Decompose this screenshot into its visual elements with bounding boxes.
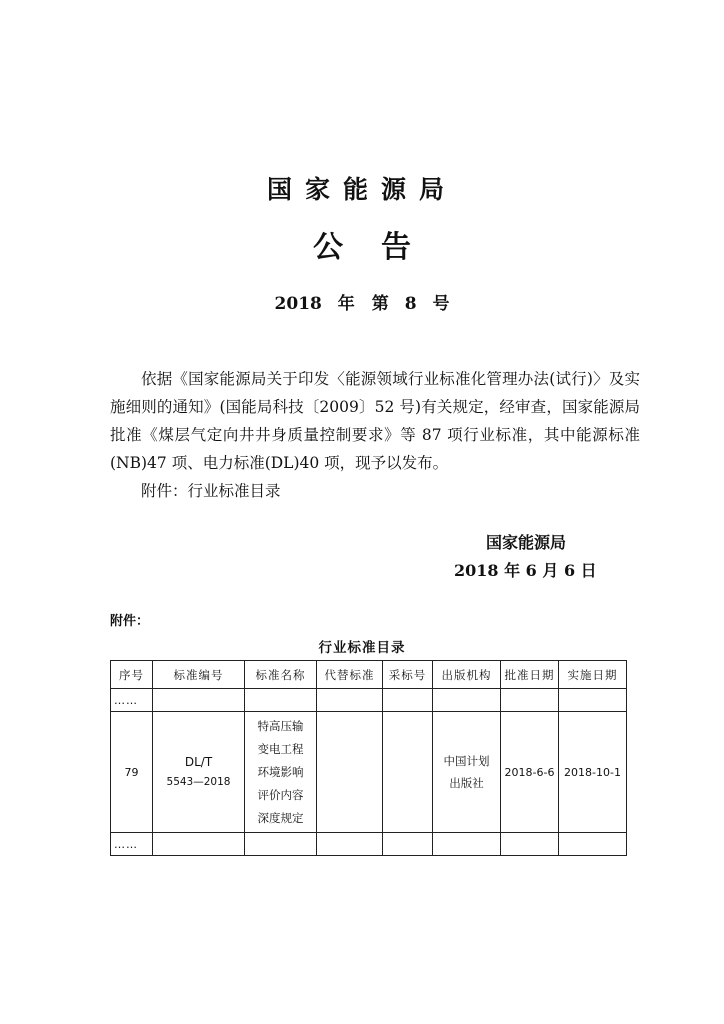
standard-code-prefix: DL/T (184, 755, 213, 769)
body-paragraph: 依据《国家能源局关于印发〈能源领域行业标准化管理办法(试行)〉及实施细则的通知》(国能局科技〔2009〕52 号)有关规定，经审查，国家能源局批准《煤层气定向井井身质量控制要求》等 87 项行业标准，其中能源标准(NB)47 项、电力标准(DL)40 项，现予以发布。 (110, 370, 640, 472)
standard-name-line: 评价内容 (257, 787, 304, 802)
standard-name-cell (245, 712, 317, 833)
ellipsis-cell: …… (111, 833, 153, 856)
issuer-heading: 国家能源局 (266, 175, 457, 204)
publisher-line: 出版社 (449, 776, 484, 790)
ellipsis-cell: …… (111, 689, 153, 712)
document-title: 公告 (313, 230, 449, 265)
column-header: 实施日期 (559, 661, 627, 689)
column-header: 代替标准 (317, 661, 383, 689)
table-row (111, 712, 627, 833)
table-header-row (111, 661, 627, 689)
column-header: 采标号 (383, 661, 433, 689)
standard-name-line: 特高压输 (257, 718, 304, 733)
attachment-label: 附件： (110, 614, 150, 629)
standards-table (110, 660, 627, 856)
table-row-ellipsis (111, 689, 627, 712)
standard-name-line: 变电工程 (257, 741, 304, 756)
approved-date-cell: 2018-6-6 (501, 712, 559, 833)
attachment-note: 附件：行业标准目录 (141, 482, 281, 500)
adopted-cell (383, 712, 433, 833)
standard-code-cell (153, 712, 245, 833)
publisher-line: 中国计划 (443, 754, 490, 768)
announcement-body (110, 365, 640, 505)
effective-date-cell: 2018-10-1 (559, 712, 627, 833)
column-header: 标准名称 (245, 661, 317, 689)
signature-org: 国家能源局 (486, 533, 567, 552)
standard-code-number: 5543—2018 (166, 776, 231, 788)
publisher-cell (433, 712, 501, 833)
column-header: 出版机构 (433, 661, 501, 689)
standard-name-line: 深度规定 (257, 810, 304, 825)
table-row-ellipsis (111, 833, 627, 856)
signature-date: 2018 年 6 月 6 日 (454, 561, 597, 580)
table-title: 行业标准目录 (318, 640, 406, 656)
column-header: 批准日期 (501, 661, 559, 689)
seq-cell: 79 (111, 712, 153, 833)
column-header: 序号 (111, 661, 153, 689)
issue-number: 2018 年 第 8 号 (274, 294, 450, 314)
standard-name-line: 环境影响 (257, 764, 304, 779)
replaces-cell (317, 712, 383, 833)
column-header: 标准编号 (153, 661, 245, 689)
